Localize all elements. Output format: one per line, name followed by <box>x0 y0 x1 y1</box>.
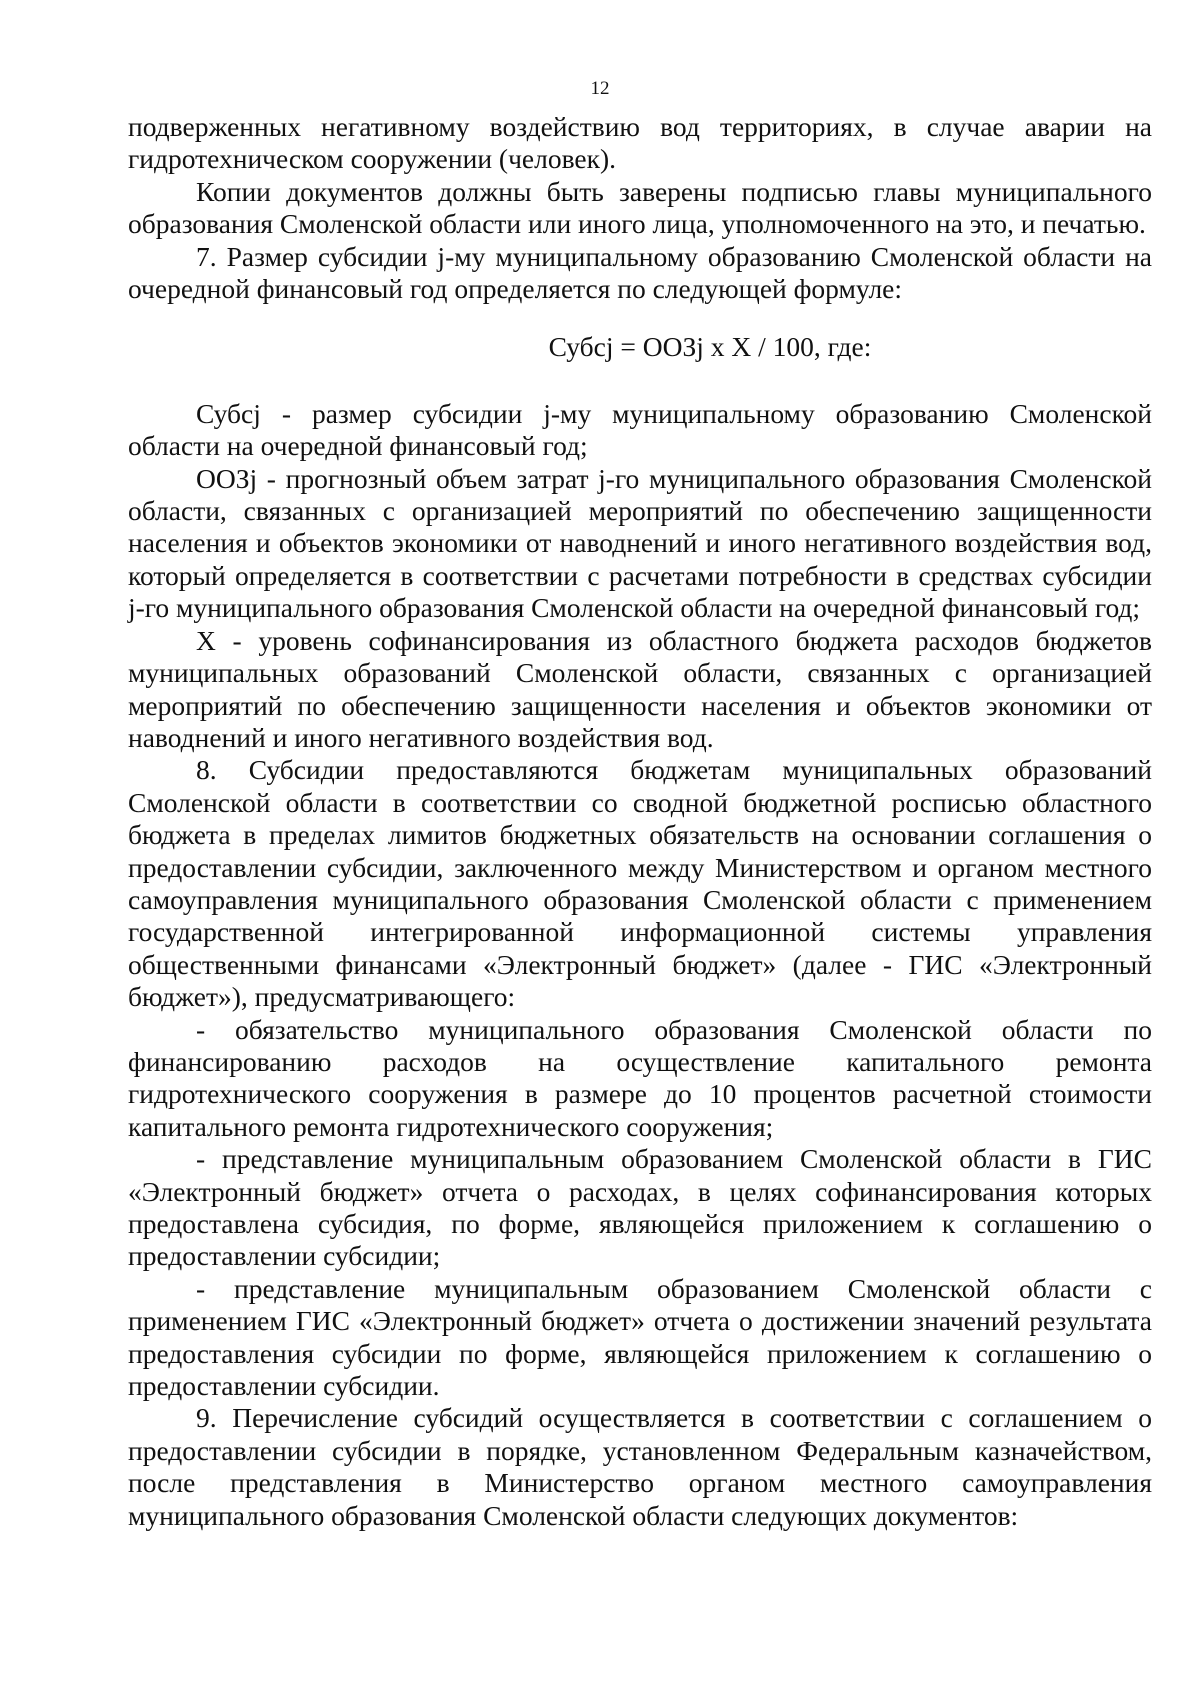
paragraph: Субсj - размер субсидии j-му муниципальному образованию Смоленской области на очередной финансовый год; <box>128 397 1152 462</box>
paragraph: X - уровень софинансирования из областного бюджета расходов бюджетов муниципальных образований Смоленской области, связанных с организацией мероприятий по обеспечению защищенности населения и объектов экономики от наводнений и иного негативного воздействия вод. <box>128 624 1152 753</box>
paragraph: подверженных негативному воздействию вод территориях, в случае аварии на гидротехническом сооружении (человек). <box>128 111 1152 175</box>
document-body <box>128 111 1152 1532</box>
paragraph: Копии документов должны быть заверены подписью главы муниципального образования Смоленской области или иного лица, уполномоченного на это, и печатью. <box>128 175 1152 240</box>
paragraph: ООЗj - прогнозный объем затрат j-го муниципального образования Смоленской области, связанных с организацией мероприятий по обеспечению защищенности населения и объектов экономики от наводнений и иного негативного воздействия вод, который определяется в соответствии с расчетами потребности в средствах субсидии j-го муниципального образования Смоленской области на очередной финансовый год; <box>128 462 1152 624</box>
paragraph: - представление муниципальным образованием Смоленской области в ГИС «Электронный бюджет» отчета о расходах, в целях софинансирования которых предоставлена субсидия, по форме, являющейся приложением к соглашению о предоставлении субсидии; <box>128 1143 1152 1272</box>
paragraph: - обязательство муниципального образования Смоленской области по финансированию расходов на осуществление капитального ремонта гидротехнического сооружения в размере до 10 процентов расчетной стоимости капитального ремонта гидротехнического сооружения; <box>128 1013 1152 1142</box>
subsidy-formula: Субсj = ООЗj x X / 100, где: <box>548 331 872 363</box>
paragraph: 8. Субсидии предоставляются бюджетам муниципальных образований Смоленской области в соответствии со сводной бюджетной росписью областного бюджета в пределах лимитов бюджетных обязательств на основании соглашения о предоставлении субсидии, заключенного между Министерством и органом местного самоуправления муниципального образования Смоленской области с применением государственной интегрированной информационной системы управления общественными финансами «Электронный бюджет» (далее - ГИС «Электронный бюджет»), предусматривающего: <box>128 754 1152 1013</box>
page-number: 12 <box>590 78 610 99</box>
paragraph: 7. Размер субсидии j-му муниципальному образованию Смоленской области на очередной финансовый год определяется по следующей формуле: <box>128 240 1152 305</box>
paragraph: - представление муниципальным образованием Смоленской области с применением ГИС «Электронный бюджет» отчета о достижении значений результата предоставления субсидии по форме, являющейся приложением к соглашению о предоставлении субсидии. <box>128 1272 1152 1402</box>
paragraph: 9. Перечисление субсидий осуществляется в соответствии с соглашением о предоставлении субсидии в порядке, установленном Федеральным казначейством, после представления в Министерство органом местного самоуправления муниципального образования Смоленской области следующих документов: <box>128 1402 1152 1531</box>
